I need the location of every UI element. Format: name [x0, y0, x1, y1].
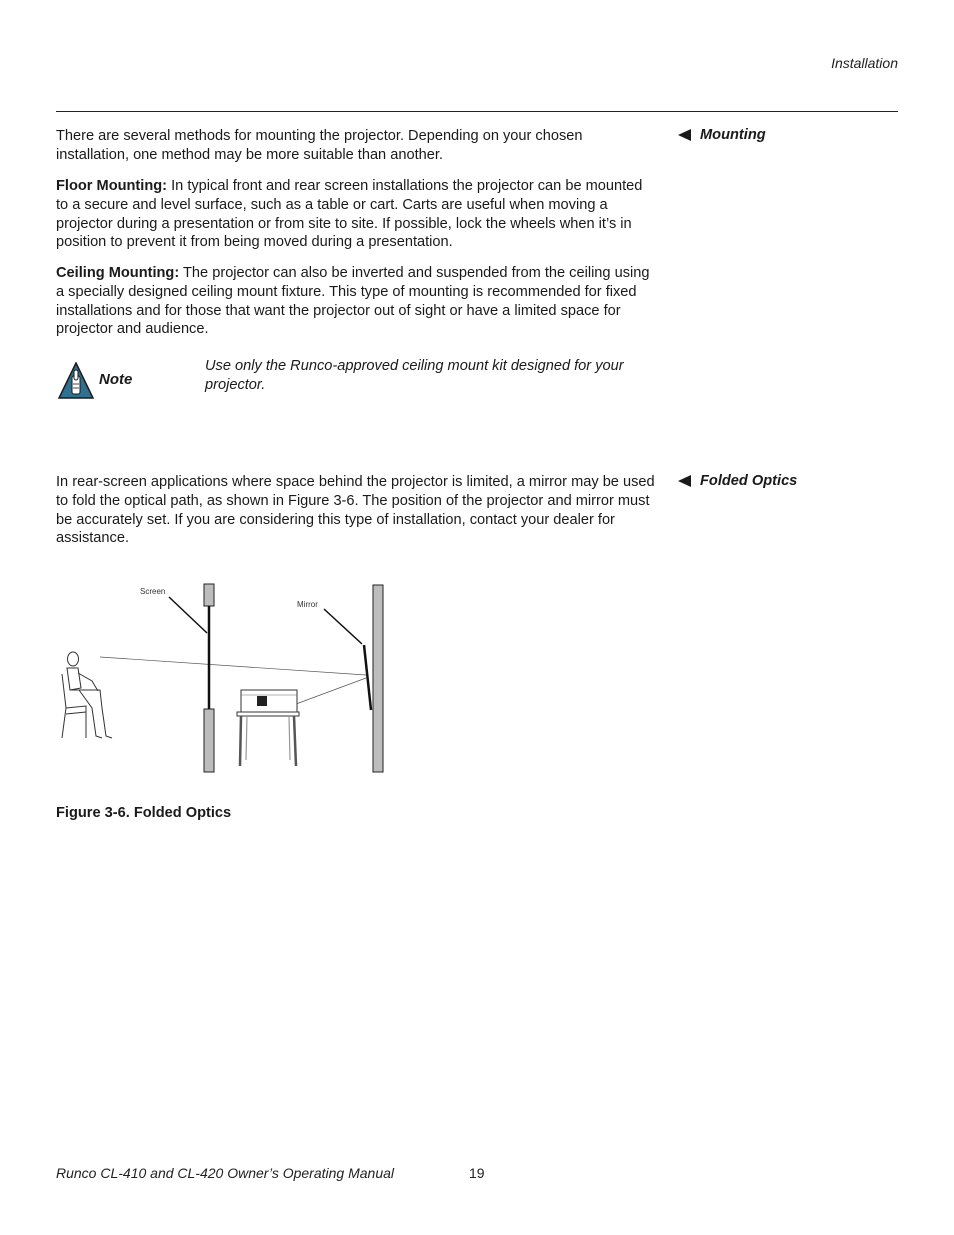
- note-text: Use only the Runco-approved ceiling mount kit designed for your projector.: [205, 358, 624, 393]
- floor-mounting-text: In typical front and rear screen installations the projector can be mounted to a secure and level surface, such as a table or cart. Carts are useful when moving a projector during a presentation or from site to site. If possible, lock the wheels when it’s in position to prevent it from being moved during a presentation.: [56, 178, 643, 251]
- seated-viewer-icon: [62, 652, 112, 738]
- folded-optics-heading-text: Folded Optics: [700, 473, 798, 489]
- ceiling-mounting-paragraph: [56, 264, 656, 339]
- footer-page-number: 19: [469, 1165, 485, 1181]
- mounting-intro-paragraph: There are several methods for mounting the projector. Depending on your chosen installation, one method may be more suitable than another.: [56, 128, 583, 163]
- arrow-left-icon: [678, 129, 691, 141]
- projector-on-table-icon: [237, 690, 299, 766]
- light-path-projector-to-mirror: [296, 678, 366, 704]
- figure-caption: Figure 3-6. Folded Optics: [56, 805, 232, 821]
- mirror-icon: [364, 645, 371, 710]
- floor-mounting-label: Floor Mounting:: [56, 178, 168, 194]
- arrow-left-icon: [678, 475, 691, 487]
- ceiling-mounting-text: The projector can also be inverted and suspended from the ceiling using a specially designed ceiling mount fixture. This type of mounting is recommended for fixed installations and for those that want the projector out of sight or have a limited space for projector and audience.: [56, 265, 650, 338]
- floor-mounting-paragraph: [56, 177, 656, 252]
- folded-optics-paragraph: In rear-screen applications where space behind the projector is limited, a mirror may be used to fold the optical path, as shown in Figure 3-6. The position of the projector and mirror must be accurately set. If you are considering this type of installation, contact your dealer for assistance.: [56, 474, 655, 547]
- section-heading-folded-optics: [678, 473, 797, 489]
- mirror-label: Mirror: [297, 600, 318, 609]
- running-header: Installation: [831, 55, 898, 71]
- note-label: Note: [99, 371, 133, 388]
- mounting-heading-text: Mounting: [700, 127, 766, 143]
- screen-callout-line: [169, 597, 207, 633]
- ceiling-mounting-label: Ceiling Mounting:: [56, 265, 180, 281]
- note-pointing-hand-icon: [58, 362, 94, 400]
- header-rule: [56, 111, 898, 112]
- mirror-callout-line: [324, 609, 362, 644]
- folded-optics-figure: [56, 578, 396, 778]
- back-wall: [373, 585, 383, 772]
- light-path-viewer-to-mirror: [100, 657, 366, 675]
- section-heading-mounting: [678, 127, 766, 143]
- screen-icon: [204, 584, 214, 772]
- footer-manual-title: Runco CL-410 and CL-420 Owner’s Operating Manual: [56, 1165, 395, 1181]
- screen-label: Screen: [140, 587, 166, 596]
